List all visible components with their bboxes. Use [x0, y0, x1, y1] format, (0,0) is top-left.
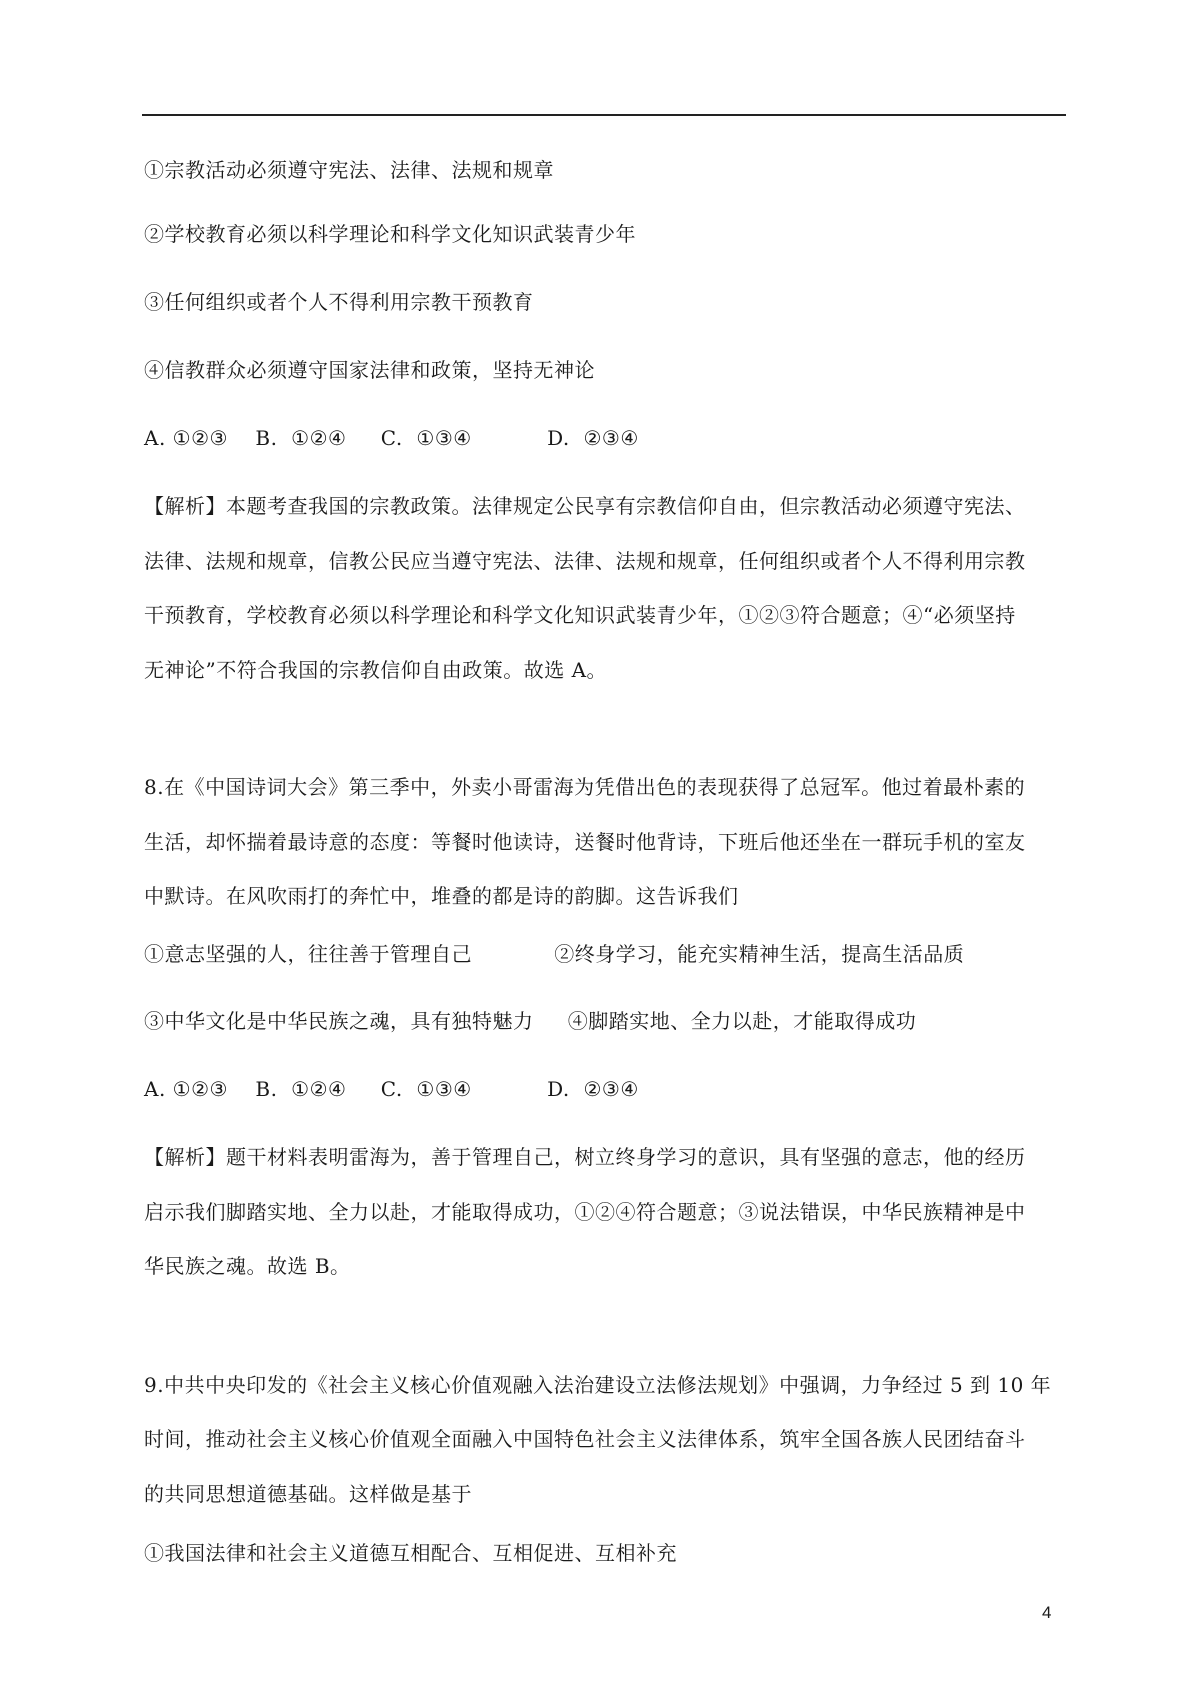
q8-statements-1-2: ①意志坚强的人，往往善于管理自己 ②终身学习，能充实精神生活，提高生活品质: [144, 942, 965, 966]
q7-statement-4: ④信教群众必须遵守国家法律和政策，坚持无神论: [144, 358, 595, 382]
q7-statement-2: ②学校教育必须以科学理论和科学文化知识武装青少年: [144, 222, 636, 246]
header-rule: [142, 114, 1066, 116]
q7-statement-3: ③任何组织或者个人不得利用宗教干预教育: [144, 290, 534, 314]
q9-stem-line-2: 时间，推动社会主义核心价值观全面融入中国特色社会主义法律体系，筑牢全国各族人民团结奋斗: [144, 1427, 1026, 1451]
page-number: 4: [1042, 1603, 1052, 1622]
q7-analysis-line-3: 干预教育，学校教育必须以科学理论和科学文化知识武装青少年，①②③符合题意；④“必须坚持: [144, 603, 1016, 627]
q8-statements-3-4: ③中华文化是中华民族之魂，具有独特魅力 ④脚踏实地、全力以赴，才能取得成功: [144, 1009, 917, 1033]
q9-statement-1: ①我国法律和社会主义道德互相配合、互相促进、互相补充: [144, 1541, 677, 1565]
q7-analysis-line-2: 法律、法规和规章，信教公民应当遵守宪法、法律、法规和规章，任何组织或者个人不得利用宗教: [144, 549, 1026, 573]
q7-answer-options: A. ①②③ B. ①②④ C. ①③④ D. ②③④: [144, 426, 639, 450]
q8-stem-line-1: 8.在《中国诗词大会》第三季中，外卖小哥雷海为凭借出色的表现获得了总冠军。他过着最朴素的: [144, 775, 1026, 799]
q8-analysis-line-3: 华民族之魂。故选 B。: [144, 1254, 351, 1278]
q7-analysis-line-4: 无神论”不符合我国的宗教信仰自由政策。故选 A。: [144, 658, 608, 682]
q7-statement-1: ①宗教活动必须遵守宪法、法律、法规和规章: [144, 158, 554, 182]
q9-stem-line-3: 的共同思想道德基础。这样做是基于: [144, 1482, 472, 1506]
q9-stem-line-1: 9.中共中央印发的《社会主义核心价值观融入法治建设立法修法规划》中强调，力争经过 5 到 10 年: [144, 1373, 1052, 1397]
q8-stem-line-2: 生活，却怀揣着最诗意的态度：等餐时他读诗，送餐时他背诗，下班后他还坐在一群玩手机的室友: [144, 830, 1026, 854]
q8-analysis-line-2: 启示我们脚踏实地、全力以赴，才能取得成功，①②④符合题意；③说法错误，中华民族精神是中: [144, 1200, 1026, 1224]
q8-analysis-line-1: 【解析】题干材料表明雷海为，善于管理自己，树立终身学习的意识，具有坚强的意志，他的经历: [144, 1145, 1026, 1169]
q8-answer-options: A. ①②③ B. ①②④ C. ①③④ D. ②③④: [144, 1077, 639, 1101]
q8-stem-line-3: 中默诗。在风吹雨打的奔忙中，堆叠的都是诗的韵脚。这告诉我们: [144, 884, 739, 908]
q7-analysis-line-1: 【解析】本题考查我国的宗教政策。法律规定公民享有宗教信仰自由，但宗教活动必须遵守宪法、: [144, 494, 1026, 518]
